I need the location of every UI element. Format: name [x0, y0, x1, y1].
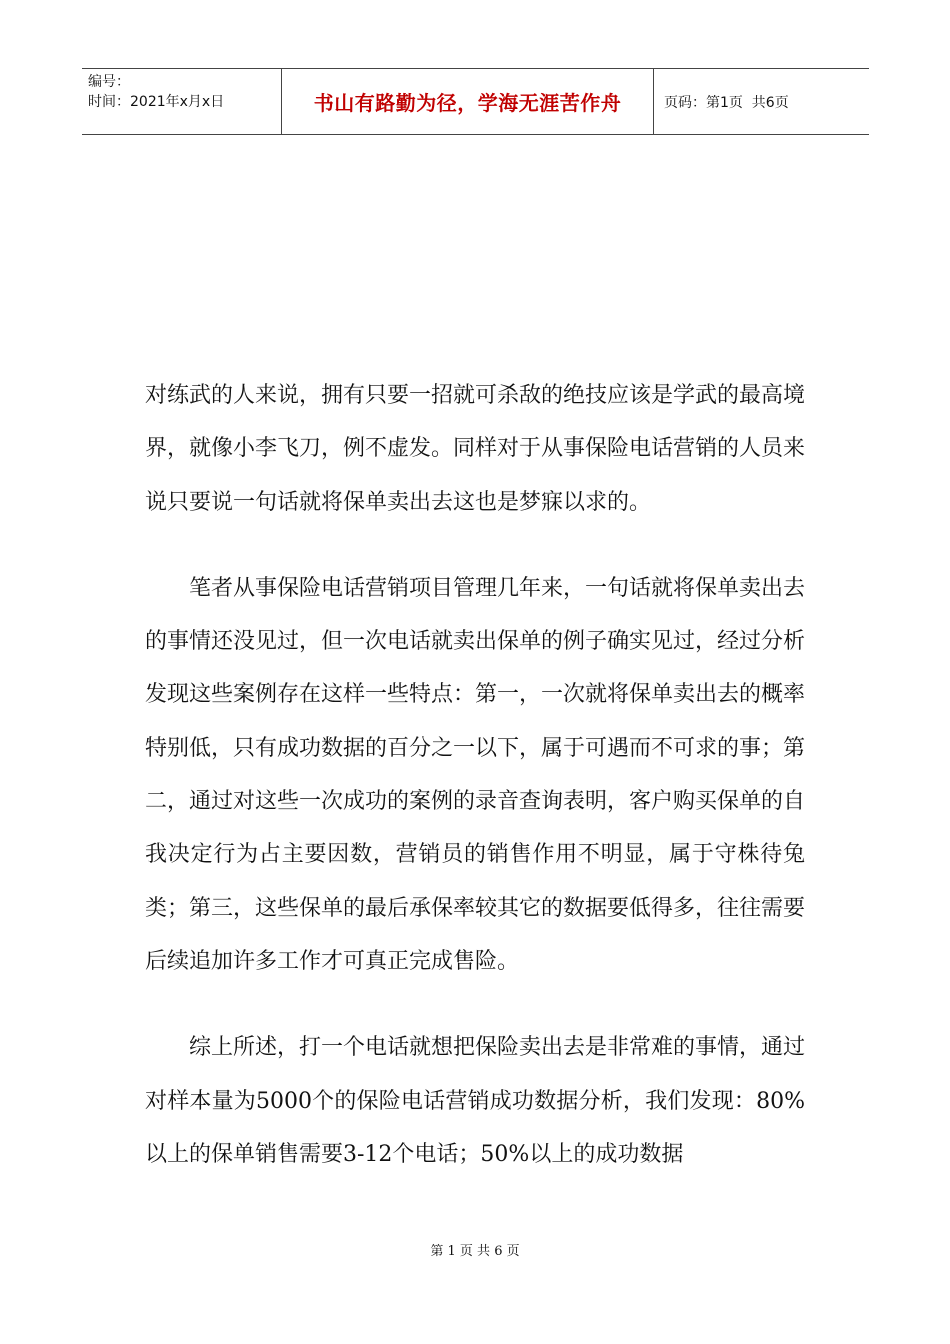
header-motto: 书山有路勤为径，学海无涯苦作舟	[282, 69, 654, 134]
page-footer: 第 1 页 共 6 页	[430, 1244, 520, 1259]
header-page-info-cell	[654, 69, 869, 134]
document-time-label: 时间：2021年x月x日	[88, 94, 225, 110]
paragraph-3: 综上所述，打一个电话就想把保险卖出去是非常难的事情，通过对样本量为5000个的保险电话营销成功数据分析，我们发现：80%以上的保单销售需要3-12个电话；50%以上的成功数据	[145, 1035, 806, 1167]
document-body	[145, 369, 805, 1181]
document-header	[82, 68, 869, 135]
paragraph-2: 笔者从事保险电话营销项目管理几年来，一句话就将保单卖出去的事情还没见过，但一次电话就卖出保单的例子确实见过，经过分析发现这些案例存在这样一些特点：第一，一次就将保单卖出去的概率特别低，只有成功数据的百分之一以下，属于可遇而不可求的事；第二，通过对这些一次成功的案例的录音查询表明，客户购买保单的自我决定行为占主要因数，营销员的销售作用不明显，属于守株待兔类；第三，这些保单的最后承保率较其它的数据要低得多，往往需要后续追加许多工作才可真正完成售险。	[145, 575, 806, 974]
paragraph-1: 对练武的人来说，拥有只要一招就可杀敌的绝技应该是学武的最高境界，就像小李飞刀，例不虚发。同样对于从事保险电话营销的人员来说只要说一句话就将保单卖出去这也是梦寐以求的。	[145, 383, 806, 515]
header-meta-cell	[82, 69, 282, 134]
document-number-label: 编号：	[88, 74, 130, 90]
header-page-info: 页码：第1页 共6页	[664, 94, 789, 111]
